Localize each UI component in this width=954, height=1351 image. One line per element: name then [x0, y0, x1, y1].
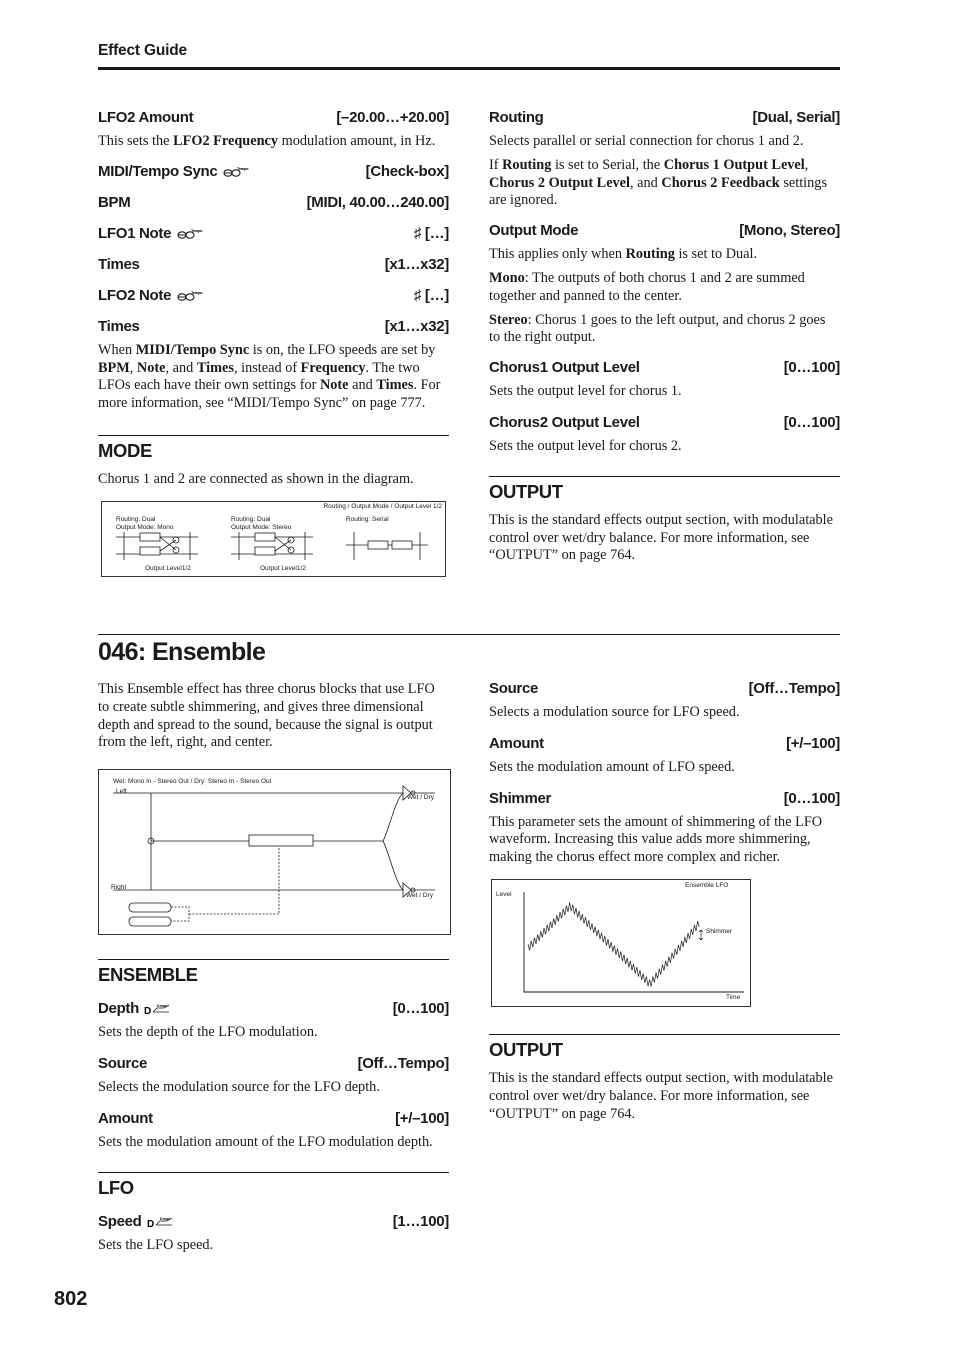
dmod-icon — [147, 1216, 173, 1228]
bottom-left-column — [98, 681, 449, 1254]
svg-text:D: D — [146, 1218, 154, 1230]
routing-desc-1: Selects parallel or serial connection for chorus 1 and 2. — [489, 133, 804, 149]
mode-title: MODE — [98, 439, 152, 461]
depth-source-desc: Selects the modulation source for the LFO depth. — [98, 1078, 380, 1095]
effect-divider — [98, 634, 840, 635]
svg-text:D mod: D mod — [159, 1216, 169, 1221]
param-times-2: Times [x1…x32] — [98, 317, 449, 335]
ensemble-section — [98, 959, 449, 1151]
page-number: 802 — [54, 1288, 88, 1310]
param-speed-source: Source [Off…Tempo] — [489, 680, 840, 697]
param-times-1: Times [x1…x32] — [98, 255, 449, 273]
svg-text:Tempo: Tempo — [191, 289, 203, 295]
output-title-top: OUTPUT — [489, 480, 563, 502]
output-mode-desc-3: Stereo: Chorus 1 goes to the left output, and chorus 2 goes to the right output. — [489, 311, 826, 346]
speed-source-desc: Selects a modulation source for LFO speed. — [489, 704, 740, 720]
param-lfo2-note: LFO2 Note Tempo ♯ […] — [98, 286, 449, 304]
header-rule — [98, 67, 840, 70]
param-chorus2-output-level: Chorus2 Output Level [0…100] — [489, 413, 840, 431]
speed-desc: Sets the LFO speed. — [98, 1236, 214, 1253]
param-depth-source: Source [Off…Tempo] — [98, 1054, 449, 1072]
note-symbol-icon: ♯ — [413, 286, 422, 304]
param-routing: Routing [Dual, Serial] — [489, 109, 840, 126]
ensemble-block-diagram: Wet: Mono In - Stereo Out / Dry: Stereo In - Stereo Out Left Right Wet / Dry Wet / Dry — [98, 769, 451, 935]
output-desc-top: This is the standard effects output section, with modulatable control over wet/dry balance. For more information, see “OUTPUT” on page 764. — [489, 511, 833, 564]
mode-desc: Chorus 1 and 2 are connected as shown in the diagram. — [98, 470, 414, 487]
param-speed: Speed D D mod [1…100] — [98, 1212, 449, 1230]
ensemble-section-title: ENSEMBLE — [98, 964, 198, 986]
chorus1-desc: Sets the output level for chorus 1. — [489, 383, 682, 400]
mode-diagram-graphic — [102, 502, 445, 576]
ensemble-lfo-graph: Ensemble LFO Level Time Shimmer — [491, 879, 751, 1007]
bottom-right-column — [489, 679, 840, 1123]
ensemble-intro: This Ensemble effect has three chorus blocks that use LFO to create subtle shimmering, and gives three dimensional depth and spread to the sound, because the signal is output from the left, right, and center. — [98, 681, 435, 751]
page-header-title: Effect Guide — [98, 42, 187, 59]
param-lfo2-amount: LFO2 Amount [–20.00…+20.00] — [98, 109, 449, 126]
param-bpm: BPM [MIDI, 40.00…240.00] — [98, 193, 449, 211]
lfo2-amount-desc: This sets the LFO2 Frequency modulation amount, in Hz. — [98, 133, 436, 149]
depth-desc: Sets the depth of the LFO modulation. — [98, 1024, 318, 1041]
param-depth: Depth D D mod [0…100] — [98, 1000, 449, 1018]
lfo-section-title: LFO — [98, 1176, 134, 1198]
svg-text:D mod: D mod — [157, 1004, 167, 1009]
output-desc-bottom: This is the standard effects output section, with modulatable control over wet/dry balance. For more information, see “OUTPUT” on page 764. — [489, 1069, 833, 1122]
midi-tempo-icon — [177, 227, 203, 240]
top-left-column — [98, 108, 449, 577]
param-speed-amount: Amount [+/–100] — [489, 734, 840, 752]
param-lfo1-note: LFO1 Note Tempo ♯ […] — [98, 224, 449, 242]
lfo-section — [98, 1172, 449, 1255]
shimmer-desc: This parameter sets the amount of shimmering of the LFO waveform. Increasing this value adds more shimmering, making the chorus effect more complex and richer. — [489, 813, 823, 866]
lfo-graph-graphic — [492, 880, 750, 1006]
note-symbol-icon: ♯ — [413, 224, 422, 242]
effect-title: 046: Ensemble — [98, 638, 266, 666]
svg-text:Tempo: Tempo — [237, 165, 249, 171]
speed-amount-desc: Sets the modulation amount of LFO speed. — [489, 758, 735, 775]
param-output-mode: Output Mode [Mono, Stereo] — [489, 222, 840, 240]
ensemble-diagram-graphic — [99, 770, 450, 934]
param-depth-amount: Amount [+/–100] — [98, 1109, 449, 1127]
dmod-icon — [144, 1003, 170, 1018]
midi-tempo-icon — [177, 289, 203, 302]
times-desc: When MIDI/Tempo Sync is on, the LFO speeds are set by BPM, Note, and Times, instead of Frequency. The two LFOs each have their own settings for Note and Times. For more information, see “MIDI/Tempo Sync” on page 777. — [98, 341, 441, 412]
routing-desc-2: If Routing is set to Serial, the Chorus 1 Output Level, Chorus 2 Output Level, and Chorus 2 Feedback settings are ignored. — [489, 156, 828, 209]
output-mode-desc-1: This applies only when Routing is set to Dual. — [489, 246, 758, 263]
param-shimmer: Shimmer [0…100] — [489, 789, 840, 807]
chorus2-desc: Sets the output level for chorus 2. — [489, 437, 682, 454]
top-right-column — [489, 108, 840, 565]
output-mode-desc-2: Mono: The outputs of both chorus 1 and 2 are summed together and panned to the center. — [489, 269, 805, 304]
depth-amount-desc: Sets the modulation amount of the LFO modulation depth. — [98, 1133, 433, 1150]
midi-tempo-icon — [223, 165, 249, 178]
svg-text:Tempo: Tempo — [191, 227, 203, 233]
param-midi-tempo-sync: MIDI/Tempo Sync Tempo [Check-box] — [98, 162, 449, 180]
output-title-bottom: OUTPUT — [489, 1038, 563, 1060]
mode-section — [98, 435, 449, 577]
output-section-top — [489, 476, 840, 565]
param-chorus1-output-level: Chorus1 Output Level [0…100] — [489, 359, 840, 377]
svg-text:D: D — [144, 1006, 151, 1018]
output-section-bottom — [489, 1034, 840, 1123]
mode-routing-diagram: Routing / Output Mode / Output Level 1/2 Routing: Dual Output Mode: Mono Output Level1/2 Routing: Dual Output Mode: Stereo Output Level1/2 Routing: Serial — [101, 501, 446, 577]
